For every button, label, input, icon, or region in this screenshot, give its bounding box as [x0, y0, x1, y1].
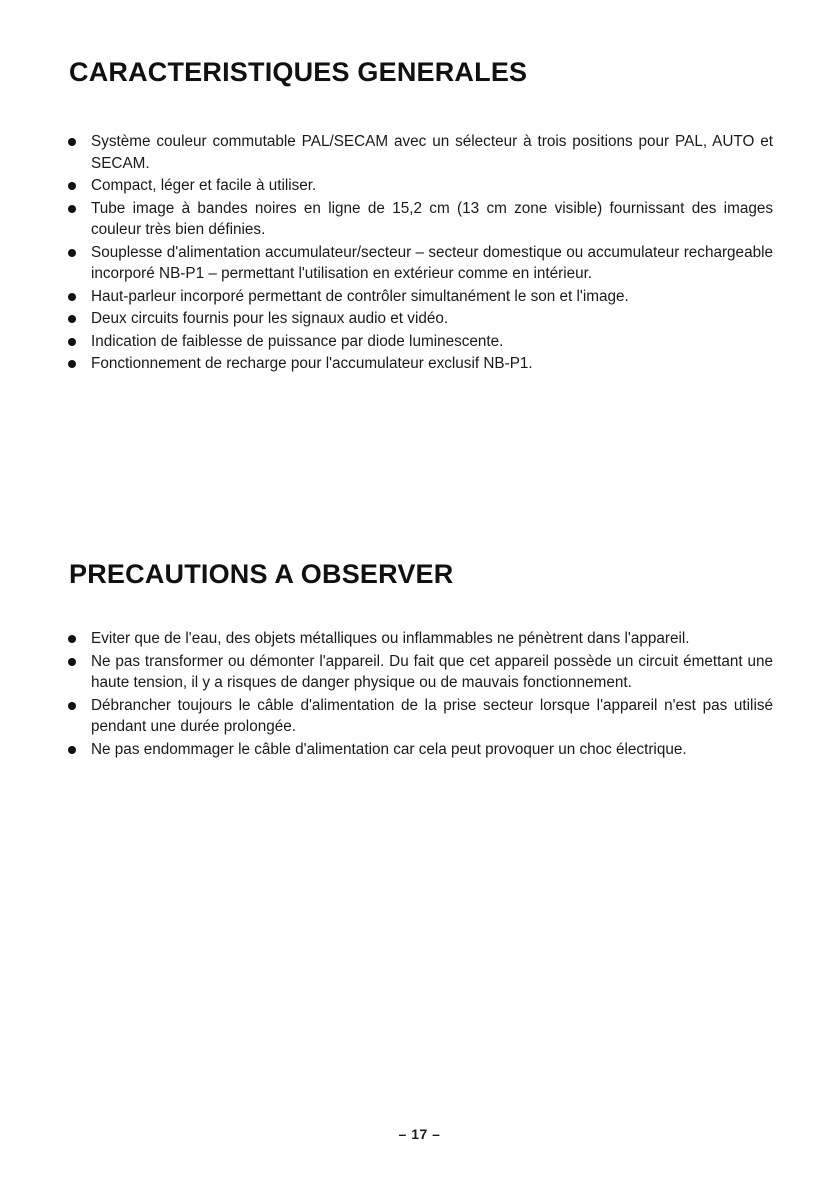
page-number: – 17 – — [398, 1126, 441, 1142]
bullet-icon — [68, 205, 76, 213]
bullet-icon — [68, 315, 76, 323]
bullet-icon — [68, 138, 76, 146]
list-item — [0, 308, 773, 330]
list-item — [0, 331, 773, 353]
bullet-icon — [68, 293, 76, 301]
list-item — [0, 286, 773, 308]
list-item — [0, 175, 773, 197]
list-item-text: Système couleur commutable PAL/SECAM avec un sélecteur à trois positions pour PAL, AUTO et SECAM. — [91, 133, 773, 172]
bullet-icon — [68, 746, 76, 754]
list-item-text: Eviter que de l'eau, des objets métalliques ou inflammables ne pénètrent dans l'appareil. — [91, 630, 690, 647]
list-item — [0, 695, 773, 738]
list-item-text: Débrancher toujours le câble d'alimentation de la prise secteur lorsque l'appareil n'est pas utilisé pendant une durée prolongée. — [91, 696, 773, 735]
bullet-icon — [68, 702, 76, 710]
bullet-icon — [68, 249, 76, 257]
list-item — [0, 651, 773, 694]
list-item-text: Fonctionnement de recharge pour l'accumulateur exclusif NB-P1. — [91, 355, 533, 372]
list-item — [0, 353, 773, 375]
list-item — [0, 739, 773, 761]
list-item — [0, 198, 773, 241]
bullet-icon — [68, 338, 76, 346]
bullet-list — [0, 131, 839, 376]
list-item-text: Souplesse d'alimentation accumulateur/secteur – secteur domestique ou accumulateur rechargeable incorporé NB-P1 – permettant l'utilisation en extérieur comme en intérieur. — [91, 243, 773, 282]
list-item-text: Tube image à bandes noires en ligne de 15,2 cm (13 cm zone visible) fournissant des images couleur très bien définies. — [91, 199, 773, 238]
section-caracteristiques-generales — [0, 56, 839, 372]
section-precautions-a-observer — [0, 558, 839, 758]
list-item — [0, 628, 773, 650]
list-item-text: Ne pas endommager le câble d'alimentation car cela peut provoquer un choc électrique. — [91, 740, 687, 758]
bullet-icon — [68, 635, 76, 643]
list-item-text: Haut-parleur incorporé permettant de contrôler simultanément le son et l'image. — [91, 287, 629, 305]
bullet-icon — [68, 182, 76, 190]
list-item-text: Deux circuits fournis pour les signaux audio et vidéo. — [91, 310, 449, 327]
list-item-text: Ne pas transformer ou démonter l'appareil. Du fait que cet appareil possède un circuit émettant une haute tension, il y a risques de danger physique ou de mauvais fonctionnement. — [91, 652, 773, 691]
bullet-list — [0, 628, 839, 761]
list-item — [0, 242, 773, 285]
bullet-icon — [68, 360, 76, 368]
section-heading: PRECAUTIONS A OBSERVER — [69, 559, 454, 589]
section-heading: CARACTERISTIQUES GENERALES — [69, 57, 528, 87]
list-item-text: Compact, léger et facile à utiliser. — [91, 177, 317, 194]
list-item — [0, 131, 773, 174]
bullet-icon — [68, 658, 76, 666]
list-item-text: Indication de faiblesse de puissance par diode luminescente. — [91, 332, 504, 350]
